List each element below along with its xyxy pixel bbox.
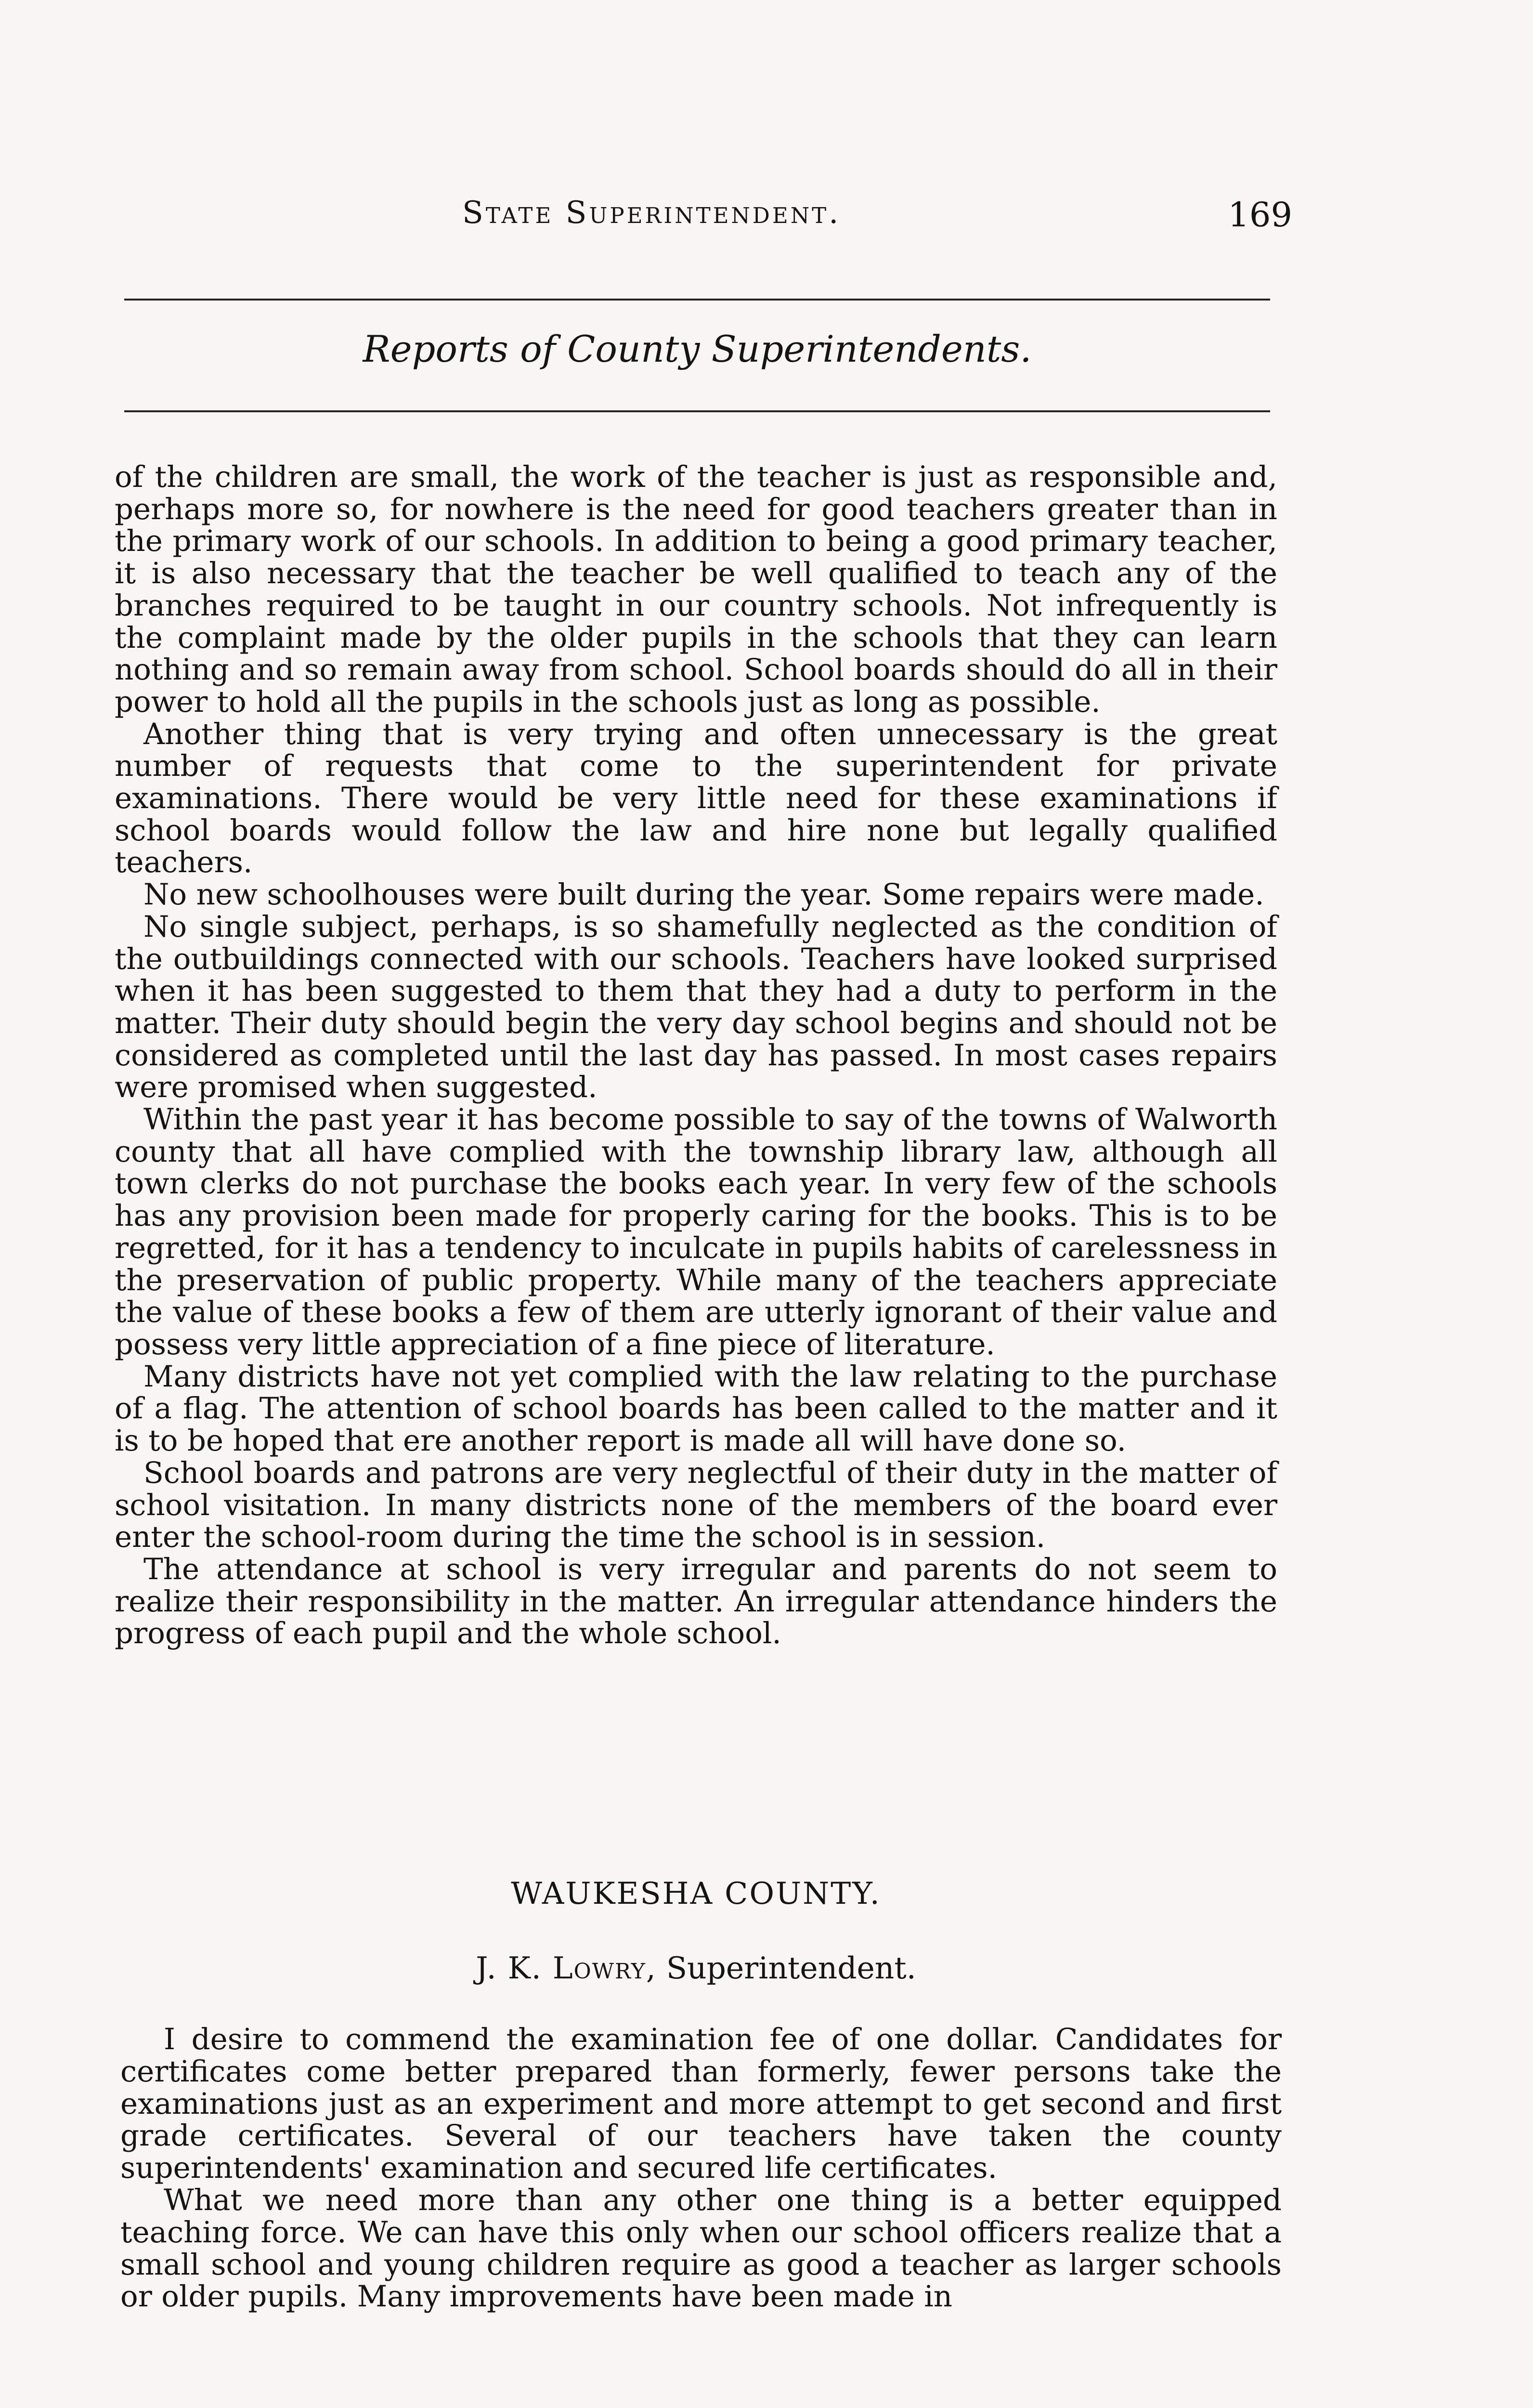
superintendent-name: J. K. Lowry, bbox=[476, 1950, 657, 1986]
walworth-report-text bbox=[115, 461, 1277, 1650]
paragraph: Many districts have not yet complied with the law relating to the purchase of a flag. The attention of school boards has been called to the matter and it is to be hoped that ere another report is made all will have done so. bbox=[115, 1359, 1277, 1458]
paragraph: Another thing that is very trying and often unnecessary is the great number of requests that come to the superintendent for private examinations. There would be very little need for these examinations if school boards would follow the law and hire none but legally qualified teachers. bbox=[115, 717, 1277, 880]
county-heading: WAUKESHA COUNTY. bbox=[511, 1876, 881, 1911]
paragraph: of the children are small, the work of the teacher is just as responsible and, perhaps more so, for nowhere is the need for good teachers greater than in the primary work of our schools. In addition to being a good primary teacher, it is also necessary that the teacher be well qualified to teach any of the branches required to be taught in our country schools. Not infrequently is the complaint made by the older pupils in the schools that they can learn nothing and so remain away from school. School boards should do all in their power to hold all the pupils in the schools just as long as possible. bbox=[115, 460, 1277, 719]
running-head bbox=[462, 195, 1292, 238]
paragraph: School boards and patrons are very neglectful of their duty in the matter of school visitation. In many districts none of the members of the board ever enter the school-room during the time the school is in session. bbox=[115, 1455, 1277, 1555]
header-rule-bottom bbox=[124, 410, 1270, 412]
paragraph: Within the past year it has become possible to say of the towns of Walworth county that all have complied with the township library law, although all town clerks do not purchase the books each year. In very few of the schools has any provision been made for properly caring for the books. This is to be regretted, for it has a tendency to inculcate in pupils habits of carelessness in the preservation of public property. While many of the teachers appreciate the value of these books a few of them are utterly ignorant of their value and possess very little appreciation of a fine piece of literature. bbox=[115, 1102, 1277, 1361]
waukesha-report-text bbox=[120, 2024, 1282, 2313]
superintendent-role: Superintendent. bbox=[666, 1950, 916, 1986]
running-title: State Superintendent. bbox=[462, 195, 841, 231]
paragraph: I desire to commend the examination fee of one dollar. Candidates for certificates come better prepared than formerly, fewer persons take the examinations just as an experiment and more attempt to get second and first grade certificates. Several of our teachers have taken the county superintendents' examination and secured life certificates. bbox=[120, 2022, 1282, 2186]
header-rule-top bbox=[124, 299, 1270, 301]
section-heading: Reports of County Superintendents. bbox=[363, 327, 1032, 370]
page-number: 169 bbox=[1228, 195, 1292, 235]
paragraph: No new schoolhouses were built during the year. Some repairs were made. bbox=[143, 877, 1264, 912]
paragraph: No single subject, perhaps, is so shamefully neglected as the condition of the outbuildings connected with our schools. Teachers have looked surprised when it has been suggested to them that they had a duty to perform in the matter. Their duty should begin the very day school begins and should not be considered as completed until the last day has passed. In most cases repairs were promised when suggested. bbox=[115, 909, 1277, 1105]
paragraph: The attendance at school is very irregular and parents do not seem to realize their responsibility in the matter. An irregular attendance hinders the progress of each pupil and the whole school. bbox=[115, 1552, 1277, 1651]
superintendent-line bbox=[115, 1950, 1277, 1986]
paragraph: What we need more than any other one thing is a better equipped teaching force. We can have this only when our school officers realize that a small school and young children require as good a teacher as larger schools or older pupils. Many improvements have been made in bbox=[120, 2183, 1282, 2314]
